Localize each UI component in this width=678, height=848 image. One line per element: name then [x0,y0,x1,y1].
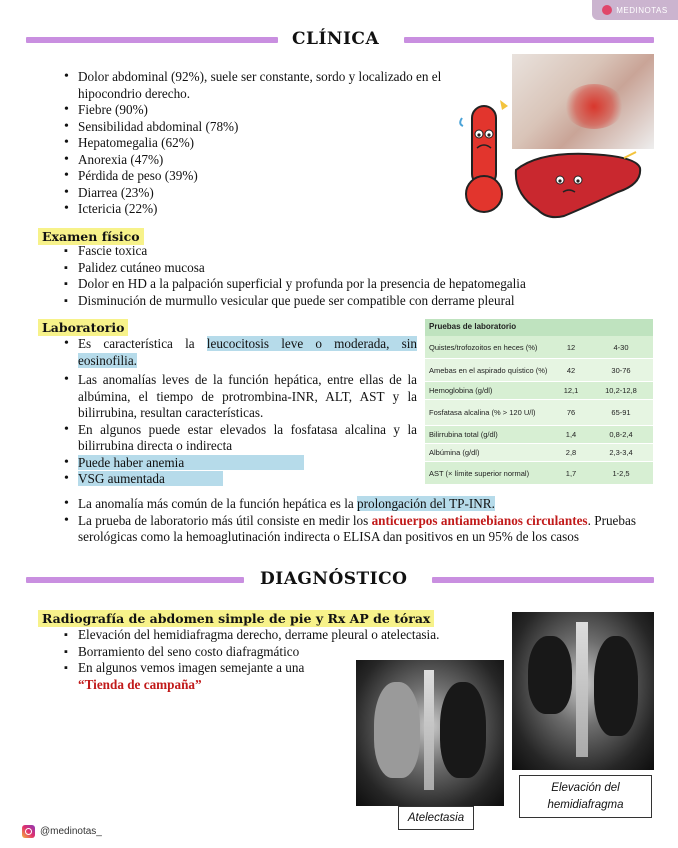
laboratorio-list [62,336,417,488]
brand-logo-icon [602,5,612,15]
list-item: • Hepatomegalia (62%) [62,135,508,152]
list-item: • Es característica la leucocitosis leve o moderada, sin eosinofilia. [62,336,417,369]
instagram-icon [22,825,35,838]
table-row: Quistes/trofozoitos en heces (%) 12 4-30 [425,336,653,359]
list-item: • Ictericia (22%) [62,201,508,218]
examen-heading: Examen físico [38,228,144,245]
list-item: ▪ Elevación del hemidiafragma derecho, derrame pleural o atelectasia. [62,627,502,644]
section-divider-left [26,577,244,583]
diagnostico-list [62,627,440,693]
abdominal-pain-photo [512,54,654,149]
table-title: Pruebas de laboratorio [425,319,653,336]
laboratorio-list-wide [62,496,636,546]
list-item: • Las anomalías leves de la función hepática, entre ellas de la albúmina, el tiempo de protrombina-INR, ALT, AST y la bilirrubina, resultan características. [62,372,417,422]
section-title-diagnostico: DIAGNÓSTICO [260,569,408,589]
list-item: ▪ Palidez cutáneo mucosa [62,260,662,277]
list-item: • La anomalía más común de la función hepática es la prolongación del TP-INR. [62,496,636,513]
footer [22,825,102,838]
section-divider-right [404,37,654,43]
section-divider-left [26,37,278,43]
xray-atelectasia-image [356,660,504,806]
list-item: ▪ Fascie toxica [62,243,662,260]
table-row: Amebas en el aspirado quístico (%) 42 30-76 [425,359,653,382]
list-item: • Puede haber anemia [62,455,417,472]
diagnostico-heading-wrap [38,610,434,628]
list-item: • En algunos puede estar elevados la fosfatasa alcalina y la bilirrubina directa o indirecta [62,422,417,455]
caption-atelectasia: Atelectasia [398,806,474,830]
table-row: Hemoglobina (g/dl) 12,1 10,2-12,8 [425,382,653,400]
section-title-clinica: CLÍNICA [292,29,380,49]
lab-results-table [425,319,653,485]
table-body [425,336,653,485]
list-item: • La prueba de laboratorio más útil consiste en medir los anticuerpos antiamebianos circulantes. Pruebas serológicas como la hemoaglutinación indirecta o ELISA dan positivos en un 95% de los casos [62,513,636,546]
list-item: ▪ Disminución de murmullo vesicular que puede ser compatible con derrame pleural [62,293,662,310]
brand-badge [592,0,678,20]
examen-list [62,243,662,309]
diagnostico-heading: Radiografía de abdomen simple de pie y Rx AP de tórax [38,610,434,627]
table-row: Albúmina (g/dl) 2,8 2,3-3,4 [425,444,653,462]
table-row: Fosfatasa alcalina (% > 120 U/l) 76 65-91 [425,400,653,426]
table-row: AST (× límite superior normal) 1,7 1-2,5 [425,462,653,485]
brand-label: MEDINOTAS [616,5,668,15]
list-item: • Anorexia (47%) [62,152,508,169]
list-item: • Sensibilidad abdominal (78%) [62,119,508,136]
laboratorio-heading: Laboratorio [38,319,128,336]
list-item: ▪ Dolor en HD a la palpación superficial y profunda por la presencia de hepatomegalia [62,276,662,293]
thermometer-icon [458,98,510,218]
list-item: • Pérdida de peso (39%) [62,168,508,185]
list-item: • Diarrea (23%) [62,185,508,202]
laboratorio-heading-wrap [38,319,128,337]
list-item: • VSG aumentada [62,471,417,488]
list-item: • Fiebre (90%) [62,102,508,119]
clinica-list [62,69,508,218]
xray-hemidiafragma-image [512,612,654,770]
table-row: Bilirrubina total (g/dl) 1,4 0,8-2,4 [425,426,653,444]
footer-handle: @medinotas_ [40,826,102,837]
section-divider-right [432,577,654,583]
list-item: • Dolor abdominal (92%), suele ser constante, sordo y localizado en el hipocondrio derecho. [62,69,508,102]
liver-icon [508,150,648,220]
list-item: ▪ Borramiento del seno costo diafragmático [62,644,332,661]
caption-elevacion: Elevación del hemidiafragma [519,775,652,818]
list-item: ▪ En algunos vemos imagen semejante a una “Tienda de campaña” [62,660,332,693]
